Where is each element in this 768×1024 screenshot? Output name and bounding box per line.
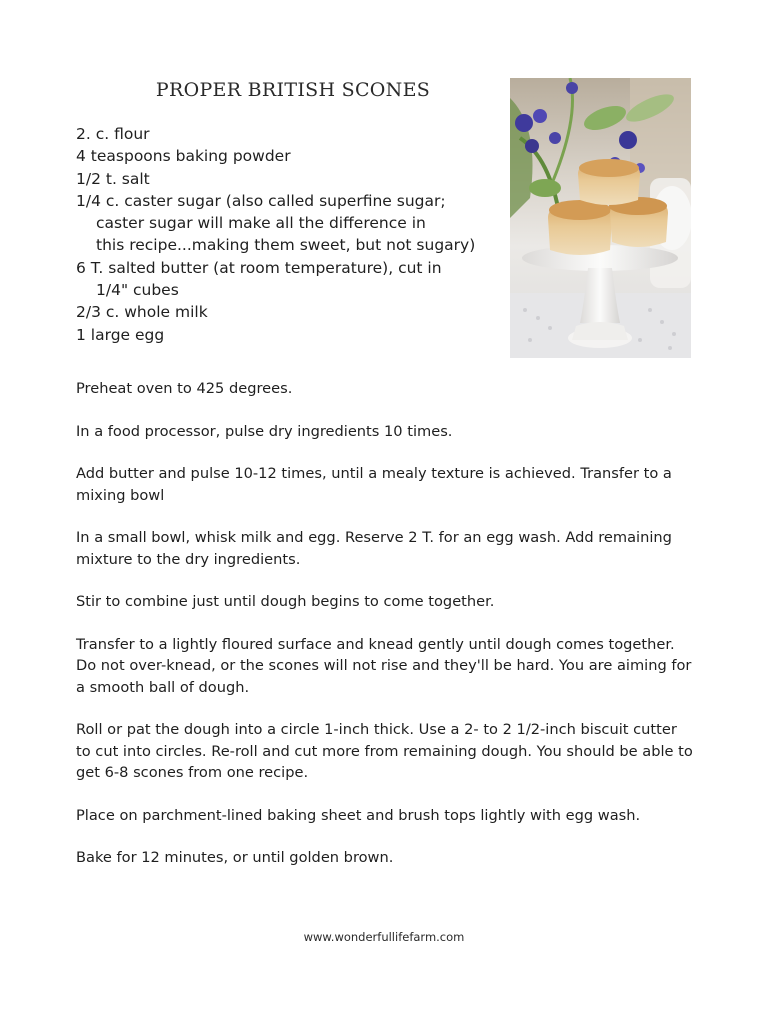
ingredient-line: 4 teaspoons baking powder <box>76 147 291 166</box>
ingredient-line-continued: this recipe...making them sweet, but not sugary) <box>96 236 476 255</box>
ingredient-line: 1/2 t. salt <box>76 169 150 188</box>
instruction-step: Preheat oven to 425 degrees. <box>76 380 293 397</box>
recipe-title: PROPER BRITISH SCONES <box>155 79 431 101</box>
website-footer: www.wonderfullifefarm.com <box>303 930 465 944</box>
instructions <box>76 378 696 890</box>
instruction-step: Stir to combine just until dough begins to come together. <box>76 593 495 611</box>
ingredients-list <box>76 123 506 346</box>
ingredient-line-continued: caster sugar will make all the difference in <box>96 214 426 233</box>
ingredient-line: 6 T. salted butter (at room temperature), cut in <box>76 258 442 277</box>
ingredient-line: 2/3 c. whole milk <box>76 303 208 322</box>
instruction-step: Place on parchment-lined baking sheet and brush tops lightly with egg wash. <box>76 806 641 824</box>
ingredient-line: 2. c. flour <box>76 125 150 143</box>
instruction-step: In a small bowl, whisk milk and egg. Reserve 2 T. for an egg wash. Add remaining mixture to the dry ingredients. <box>76 529 672 568</box>
instruction-step: Roll or pat the dough into a circle 1-inch thick. Use a 2- to 2 1/2-inch biscuit cutter to cut into circles. Re-roll and cut more from remaining dough. You should be able to get 6-8 scones from one recipe. <box>76 721 693 781</box>
instruction-step: Transfer to a lightly floured surface and knead gently until dough comes together. Do not over-knead, or the scones will not rise and they'll be hard. You are aiming for a smooth ball of dough. <box>76 636 692 696</box>
scones-photo <box>510 78 691 358</box>
ingredient-line: 1/4 c. caster sugar (also called superfine sugar; <box>76 191 446 210</box>
ingredient-line-continued: 1/4" cubes <box>96 281 179 300</box>
ingredient-line: 1 large egg <box>76 325 165 344</box>
instruction-step: Bake for 12 minutes, or until golden brown. <box>76 849 394 867</box>
instruction-step: Add butter and pulse 10-12 times, until a mealy texture is achieved. Transfer to a mixing bowl <box>76 465 672 504</box>
instruction-step: In a food processor, pulse dry ingredients 10 times. <box>76 422 453 440</box>
